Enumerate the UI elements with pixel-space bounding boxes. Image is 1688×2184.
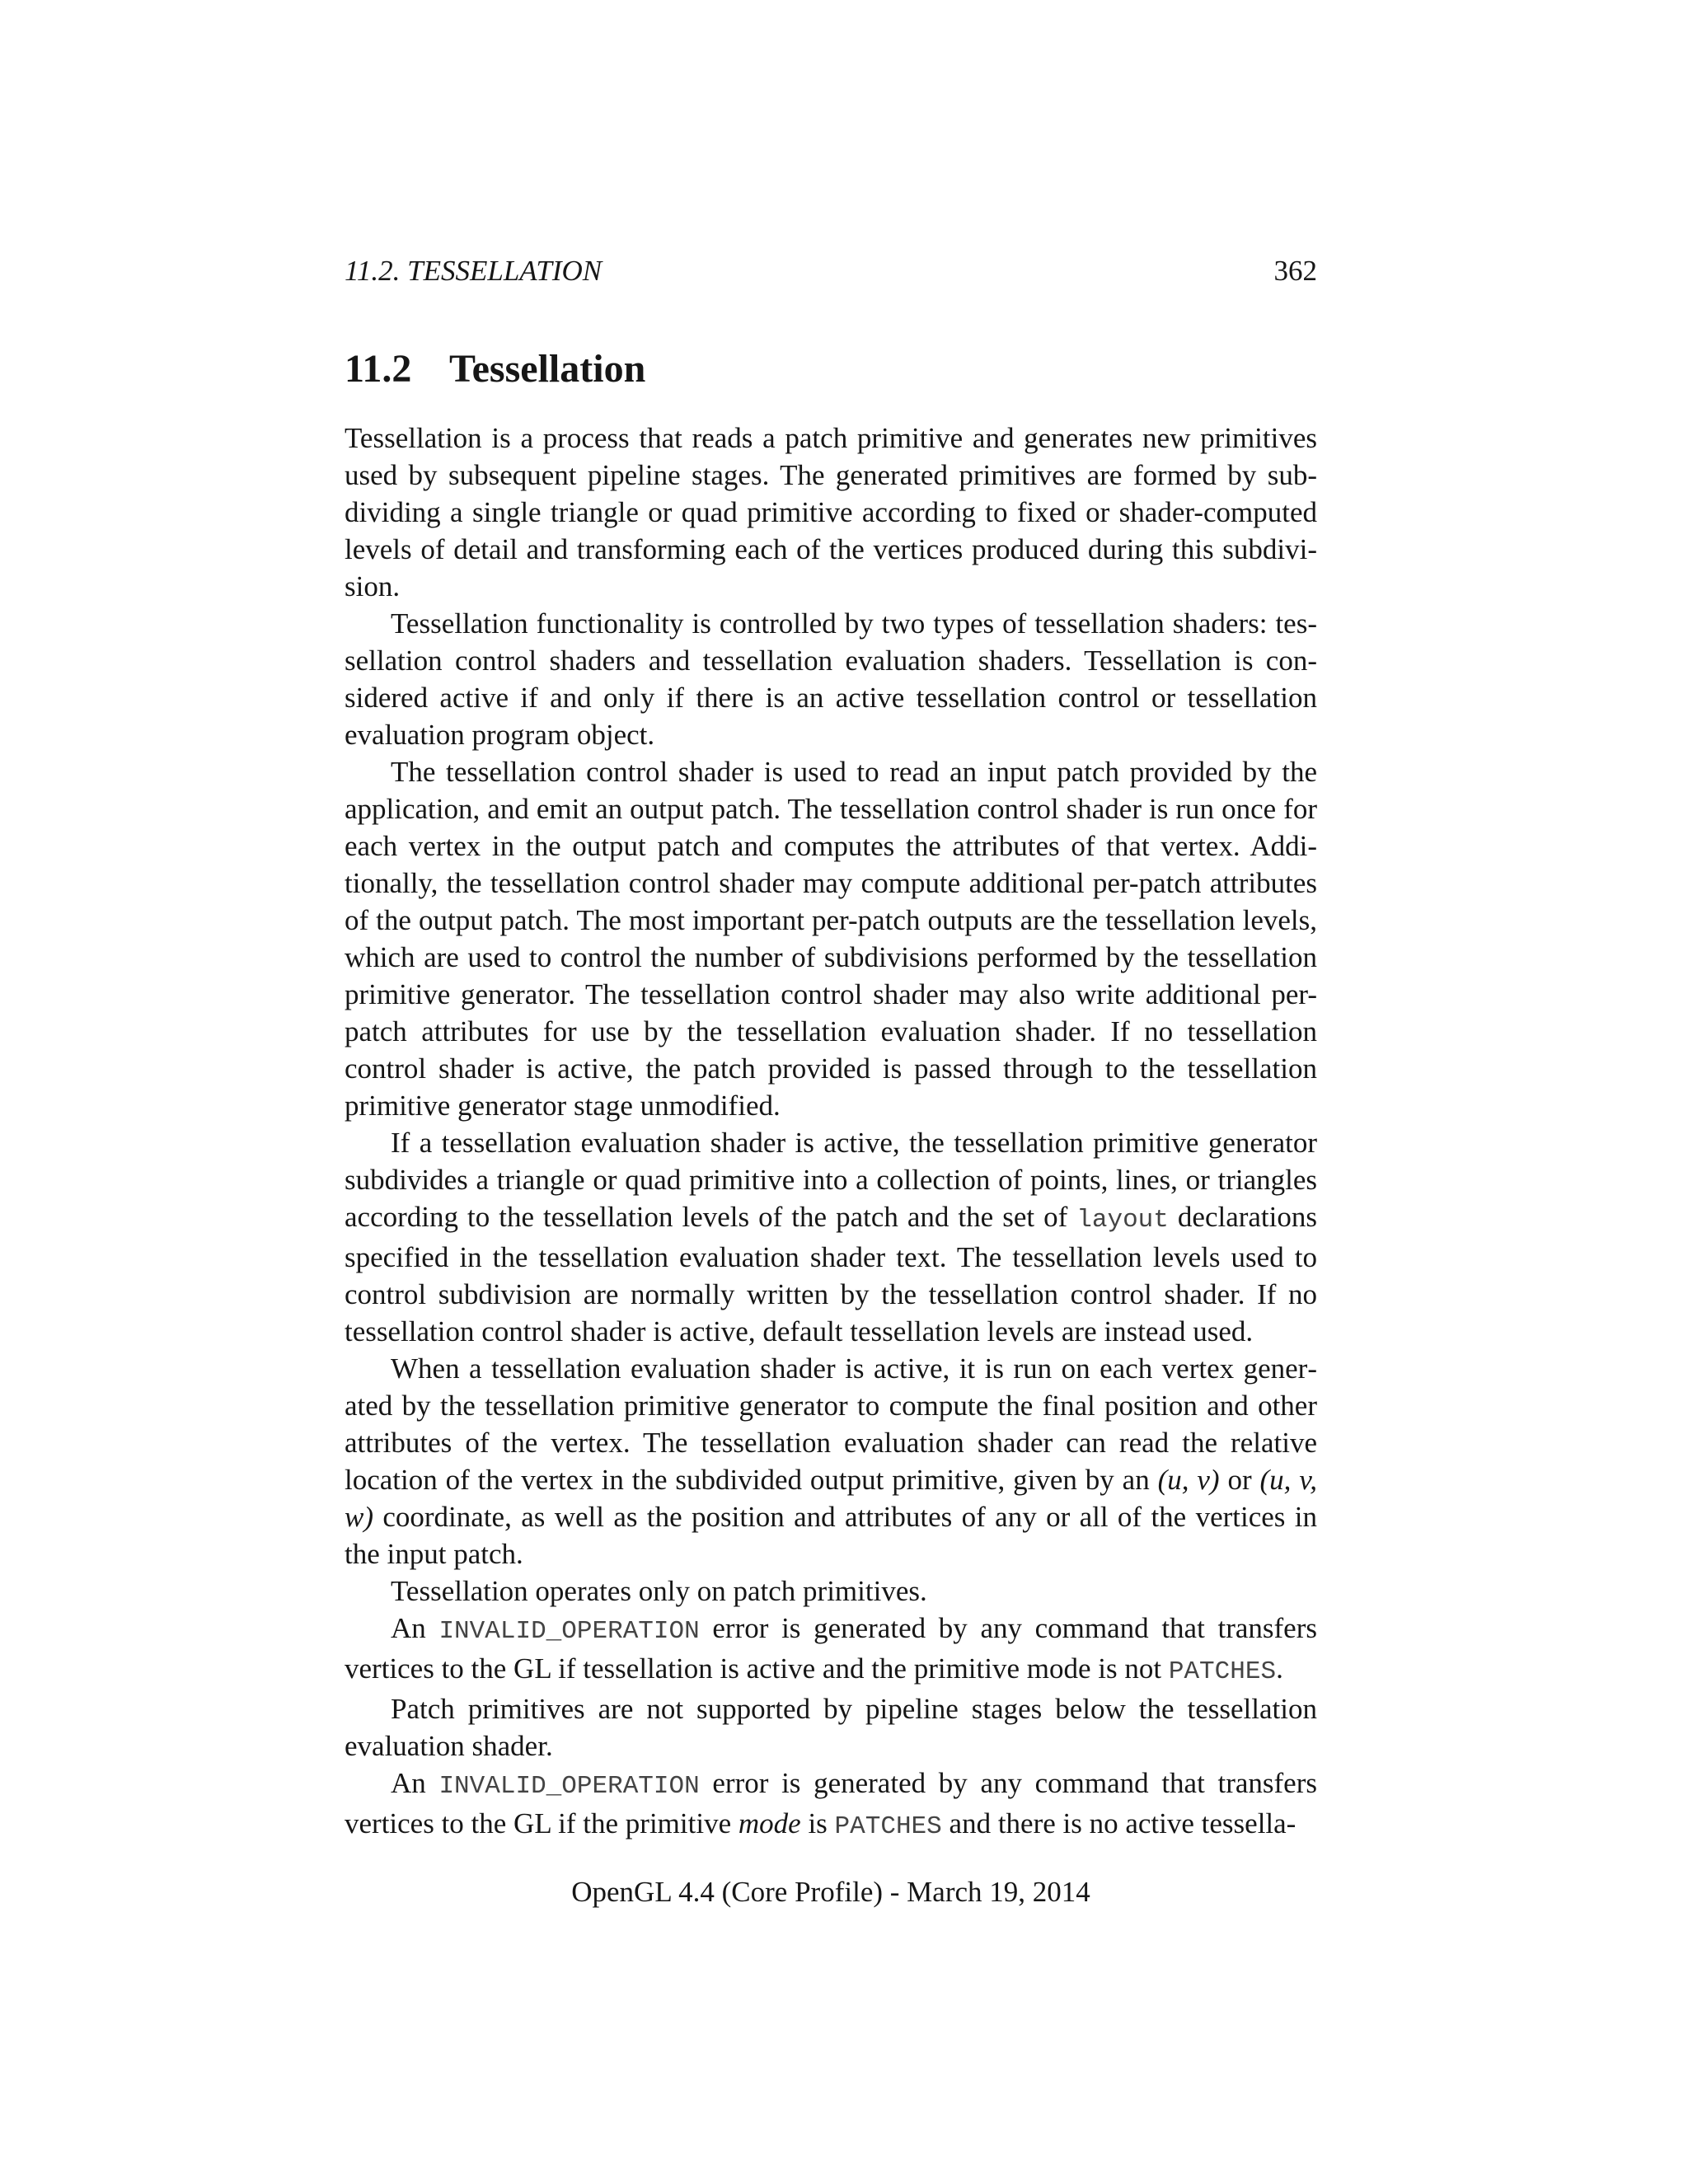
paragraph-shader-types: Tessellation functionality is controlled by two types of tessellation shaders: tessellation control shaders and tessellation evaluation shaders. Tessellation is considered active if and only if there is an active tessellation control or tessellation evaluation program object. <box>345 607 1317 751</box>
paragraph-patch-unsupported: Patch primitives are not supported by pipeline stages below the tessellation evaluation shader. <box>345 1693 1317 1762</box>
math-uv: (u, v) <box>1157 1464 1220 1496</box>
document-page <box>345 251 1317 1845</box>
section-heading <box>345 345 1317 393</box>
running-header-title: 11.2. TESSELLATION <box>345 255 603 287</box>
paragraph-primitive-generator: If a tessellation evaluation shader is active, the tessellation primitive generator subdivides a triangle or quad primitive into a collection of points, lines, or triangles according to the tessellation levels of the patch and the set of layout declarations specified in the tessellation evaluation shader text. The tessellation levels used to control subdivision are normally written by the tessellation control shader. If no tessellation control shader is active, default tessellation levels are instead used. <box>345 1127 1317 1347</box>
math-uvw: (u, v, w) <box>345 1464 1318 1533</box>
emphasis-mode: mode <box>738 1807 801 1840</box>
page-number: 362 <box>1273 255 1317 287</box>
paragraph-evaluation-shader: When a tessellation evaluation shader is active, it is run on each vertex generated by the tessellation primitive generator to compute the final position and other attributes of the vertex. The tessellation evaluation shader can read the relative location of the vertex in the subdivided output primitive, given by an (u, v) or (u, v, w) coordinate, as well as the position and attributes of any or all of the vertices in the input patch. <box>345 1352 1318 1570</box>
paragraph-error-no-tessellation: An INVALID_OPERATION error is generated by any command that transfers vertices to the GL if the primitive mode is PATCHES and there is no active tessella- <box>345 1767 1317 1841</box>
inline-code-invalid-operation: INVALID_OPERATION <box>438 1772 700 1801</box>
paragraph-error-not-patches: An INVALID_OPERATION error is generated by any command that transfers vertices to the GL if tessellation is active and the primitive mode is not PATCHES. <box>345 1612 1317 1686</box>
inline-code-patches: PATCHES <box>834 1812 942 1841</box>
paragraph-control-shader: The tessellation control shader is used to read an input patch provided by the application, and emit an output patch. The tessellation control shader is run once for each vertex in the output patch and computes the attributes of that vertex. Additionally, the tessellation control shader may compute additional per-patch attributes of the output patch. The most important per-patch outputs are the tessellation levels, which are used to control the number of subdivisions performed by the tessellation primitive generator. The tessellation control shader may also write additional per-patch attributes for use by the tessellation evaluation shader. If no tessellation control shader is active, the patch provided is passed through to the tessellation primitive generator stage unmodified. <box>345 756 1317 1122</box>
inline-code-layout: layout <box>1076 1206 1169 1235</box>
running-header <box>345 251 1317 291</box>
inline-code-patches: PATCHES <box>1168 1657 1277 1686</box>
section-number: 11.2 <box>345 347 412 391</box>
paragraph-intro: Tessellation is a process that reads a patch primitive and generates new primitives used by subsequent pipeline stages. The generated primitives are formed by subdividing a single triangle or quad primitive according to fixed or shader-computed levels of detail and transforming each of the vertices produced during this subdivision. <box>345 422 1317 602</box>
inline-code-invalid-operation: INVALID_OPERATION <box>438 1617 700 1646</box>
page-footer: OpenGL 4.4 (Core Profile) - March 19, 2014 <box>571 1876 1090 1908</box>
section-title: Tessellation <box>449 347 646 391</box>
paragraph-patch-only: Tessellation operates only on patch primitives. <box>391 1575 927 1607</box>
body-text <box>345 419 1317 1845</box>
